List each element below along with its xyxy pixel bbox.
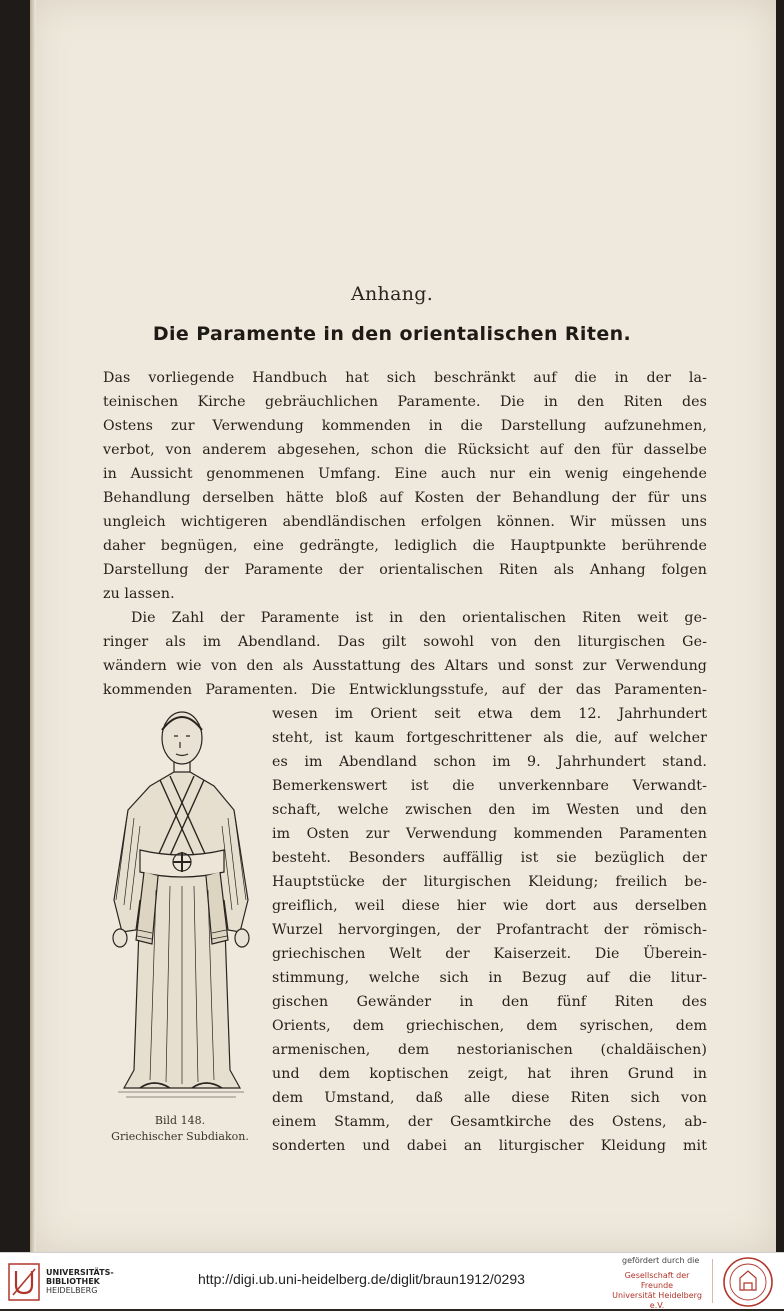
- text-line: wesen im Orient seit etwa dem 12. Jahrhundert: [272, 706, 707, 722]
- footer-bar: [0, 1252, 784, 1309]
- sponsor-name: [608, 1271, 706, 1311]
- text-line: in Aussicht genommenen Umfang. Eine auch nur ein wenig eingehende: [103, 466, 707, 482]
- text-line: ringer als im Abendland. Das gilt sowohl von den liturgischen Ge-: [103, 634, 707, 650]
- figure-label: Bild 148.: [154, 1114, 206, 1127]
- divider: [712, 1259, 713, 1303]
- text-line: Behandlung derselben hätte bloß auf Kosten der Behandlung der für uns: [103, 490, 707, 506]
- text-line: es im Abendland schon im 9. Jahrhundert stand.: [272, 754, 707, 770]
- text-line: besteht. Besonders auffällig ist sie bezüglich der: [272, 850, 707, 866]
- text-line: im Osten zur Verwendung kommenden Paramenten: [272, 826, 707, 842]
- text-line: greiflich, weil diese hier wie dort aus derselben: [272, 898, 707, 914]
- subdeacon-illustration: [100, 700, 262, 1110]
- page-edge: [30, 0, 36, 1252]
- text-line: stimmung, welche sich in Bezug auf die litur-: [272, 970, 707, 986]
- sponsor-name-line: Universität Heidelberg e.V.: [612, 1291, 702, 1310]
- chapter-title: Die Paramente in den orientalischen Riten.: [152, 323, 632, 345]
- text-line: einem Stamm, der Gesamtkirche des Ostens, ab-: [272, 1114, 707, 1130]
- library-name: [46, 1268, 114, 1295]
- text-line: griechischen Welt der Kaiserzeit. Die Überein-: [272, 946, 707, 962]
- text-line: Wurzel hervorgingen, der Profantracht der römisch-: [272, 922, 707, 938]
- library-logo-icon: [8, 1263, 40, 1301]
- text-line: Das vorliegende Handbuch hat sich beschränkt auf die in der la-: [103, 370, 707, 386]
- text-line: dem Umstand, daß alle diese Riten sich von: [272, 1090, 707, 1106]
- text-line: gischen Gewänder in den fünf Riten des: [272, 994, 707, 1010]
- text-line: Bemerkenswert ist die unverkennbare Verwandt-: [272, 778, 707, 794]
- text-line: zu lassen.: [103, 586, 175, 602]
- text-line: armenischen, dem nestorianischen (chaldäischen): [272, 1042, 707, 1058]
- library-name-line: BIBLIOTHEK: [46, 1277, 100, 1286]
- text-line: ungleich wichtigeren abendländischen erfolgen können. Wir müssen uns: [103, 514, 707, 530]
- permalink-url[interactable]: http://digi.ub.uni-heidelberg.de/diglit/braun1912/0293: [198, 1271, 525, 1287]
- text-line: Darstellung der Paramente der orientalischen Riten als Anhang folgen: [103, 562, 707, 578]
- text-line: Die Zahl der Paramente ist in den orientalischen Riten weit ge-: [131, 610, 707, 626]
- library-name-line: HEIDELBERG: [46, 1286, 98, 1295]
- text-line: sonderten und dabei an liturgischer Kleidung mit: [272, 1138, 707, 1154]
- text-line: schaft, welche zwischen den im Westen und den: [272, 802, 707, 818]
- text-line: verbot, von anderem abgesehen, schon die Rücksicht auf den für dasselbe: [103, 442, 707, 458]
- text-line: Orients, dem griechischen, dem syrischen, dem: [272, 1018, 707, 1034]
- text-line: Hauptstücke der liturgischen Kleidung; freilich be-: [272, 874, 707, 890]
- text-line: teinischen Kirche gebräuchlichen Paramente. Die in den Riten des: [103, 394, 707, 410]
- figure-caption: Griechischer Subdiakon.: [111, 1130, 249, 1143]
- library-name-line: UNIVERSITÄTS-: [46, 1268, 114, 1277]
- university-seal-icon: [722, 1256, 774, 1308]
- sponsor-label: gefördert durch die: [622, 1256, 700, 1265]
- text-line: daher begnügen, eine gedrängte, lediglich die Hauptpunkte berührende: [103, 538, 707, 554]
- text-line: steht, ist kaum fortgeschrittener als die, auf welcher: [272, 730, 707, 746]
- text-line: kommenden Paramenten. Die Entwicklungsstufe, auf der das Paramenten-: [103, 682, 707, 698]
- sponsor-name-line: Gesellschaft der Freunde: [624, 1271, 690, 1290]
- text-line: und dem koptischen zeigt, hat ihren Grund in: [272, 1066, 707, 1082]
- text-line: wändern wie von den als Ausstattung des Altars und sonst zur Verwendung: [103, 658, 707, 674]
- section-heading: Anhang.: [350, 283, 434, 305]
- text-line: Ostens zur Verwendung kommenden in die Darstellung aufzunehmen,: [103, 418, 707, 434]
